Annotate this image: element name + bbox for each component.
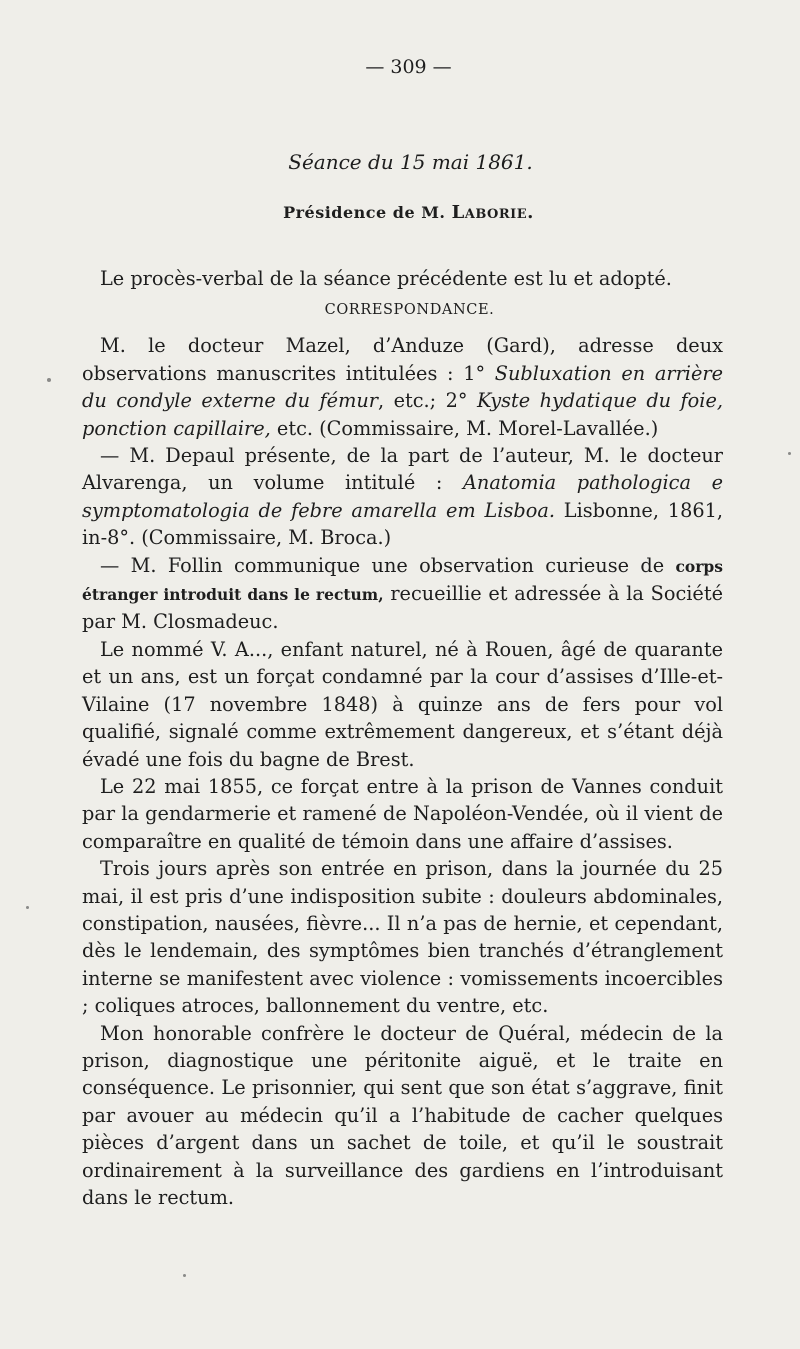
p1-text-c: , etc.; 2° (378, 389, 478, 413)
text-block (82, 56, 723, 1211)
paragraph-mazel (82, 332, 723, 442)
p2-book-title: Anatomia pathologica e symptomatologia de febre amarella em Lisboa. (82, 471, 723, 522)
p2-text-c: Lisbonne, 1861, in-8°. (Commissaire, M. Broca.) (82, 498, 723, 550)
paragraph-queral: Mon honorable confrère le docteur de Quéral, médecin de la prison, diagnostique une péritonite aiguë, et le traite en conséquence. Le prisonnier, qui sent que son état s’aggrave, finit par avouer au médecin qu’il a l’habitude de cacher quelques pièces d’argent dans un sachet de toile, et qu’il le soustrait ordinairement à la surveillance des gardiens en l’introduisant dans le rectum. (82, 1021, 723, 1209)
p3-text-a: — M. Follin communique une observation curieuse de (100, 553, 676, 577)
paragraph-depaul (82, 442, 723, 552)
presidence-name: Laborie. (451, 202, 534, 223)
session-title: Séance du 15 mai 1861. (288, 150, 533, 174)
p2-text-a: — M. Depaul présente, de la part de l’auteur, M. le docteur Alvarenga, un volume intitulé : (82, 444, 723, 495)
p1-title-kyste: Kyste hydatique du foie, ponction capillaire, (82, 389, 723, 440)
p1-text-a: M. le docteur Mazel, d’Anduze (Gard), adresse deux observations manuscrites intitulées : 1° (82, 334, 723, 385)
paragraph-symptoms: Trois jours après son entrée en prison, dans la journée du 25 mai, il est pris d’une indisposition subite : douleurs abdominales, constipation, nausées, fièvre... Il n’a pas de hernie, et cependant, dès le lendemain, des symptômes bien tranchés d’étranglement interne se manifestent avec violence : vomissements incoercibles ; coliques atroces, ballonnement du ventre, etc. (82, 857, 723, 1018)
correspondance-heading: CORRESPONDANCE. (324, 302, 495, 319)
presidence-line (82, 202, 723, 223)
presidence-prefix: Présidence de M. (283, 203, 446, 222)
proces-verbal-paragraph: Le procès-verbal de la séance précédente est lu et adopté. (100, 267, 672, 290)
paragraph-follin (82, 552, 723, 636)
p1-title-subluxation: Subluxation en arrière du condyle externe du fémur (82, 361, 723, 413)
paragraph-forcat: Le nommé V. A..., enfant naturel, né à Rouen, âgé de quarante et un ans, est un forçat condamné par la cour d’assises d’Ille-et-Vilaine (17 novembre 1848) à quinze ans de fers pour vol qualifié, signalé comme extrêmement dangereux, et s’étant déjà évadé une fois du bagne de Brest. (82, 637, 723, 771)
p3-bold-subject: corps étranger introduit dans le rectum, (82, 556, 723, 605)
page-number: — 309 — (365, 56, 452, 78)
paragraph-vannes: Le 22 mai 1855, ce forçat entre à la prison de Vannes conduit par la gendarmerie et ramené de Napoléon-Vendée, où il vient de comparaître en qualité de témoin dans une affaire d’assises. (82, 774, 723, 853)
p3-text-c: recueillie et adressée à la Société par M. Closmadeuc. (82, 582, 723, 634)
p1-text-e: etc. (Commissaire, M. Morel-Lavallée.) (270, 416, 659, 440)
